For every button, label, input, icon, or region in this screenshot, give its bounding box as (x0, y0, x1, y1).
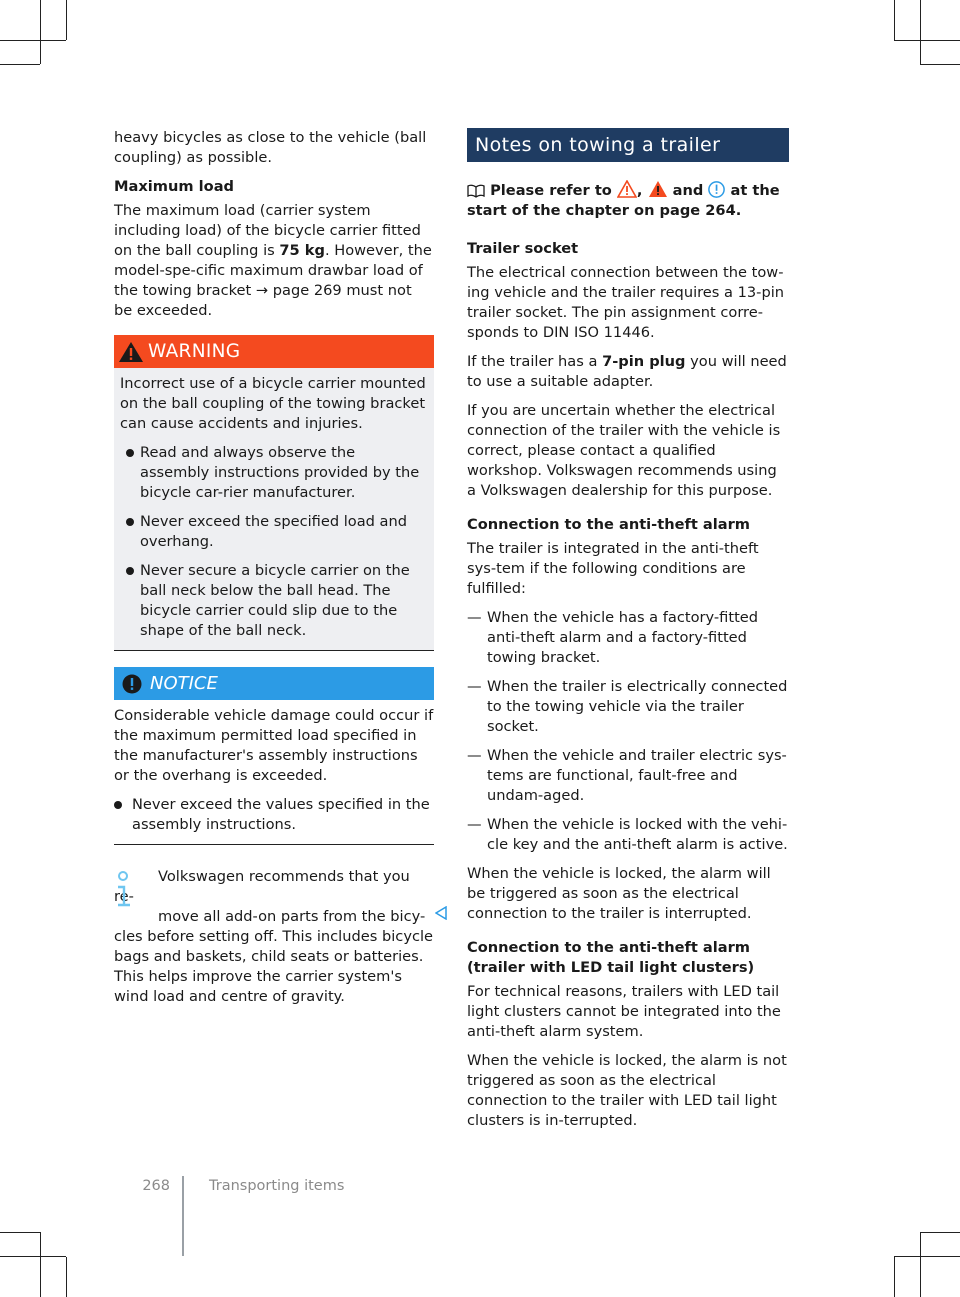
page-number: 268 (142, 1178, 170, 1194)
list-item: Never exceed the specified load and overhang. (114, 512, 434, 552)
list-item: Never secure a bicycle carrier on the ball neck below the ball head. The bicycle carrier could slip due to the shape of the ball neck. (114, 561, 434, 641)
footer-divider (182, 1176, 184, 1256)
book-icon (467, 184, 485, 198)
crop-mark (894, 0, 895, 40)
page-ref-arrow: → (255, 282, 269, 299)
max-load-heading: Maximum load (114, 178, 234, 195)
anti-theft-heading: Connection to the anti-theft alarm (467, 516, 751, 533)
anti-theft-paragraph: The trailer is integrated in the anti-theft sys-tem if the following conditions are fulfilled: (467, 540, 759, 597)
notice-list (114, 795, 434, 835)
adapter-paragraph: If the trailer has a 7-pin plug you will need to use a suitable adapter. (467, 353, 787, 390)
crop-mark (894, 40, 960, 41)
tip-box (114, 867, 434, 1007)
trailer-socket-heading: Trailer socket (467, 240, 579, 257)
warning-box (114, 368, 434, 651)
crop-mark (920, 64, 960, 65)
left-column (114, 128, 434, 1016)
warning-header (114, 335, 434, 368)
led-heading: Connection to the anti-theft alarm (trailer with LED tail light clusters) (467, 939, 755, 976)
max-load-value: 75 kg (279, 242, 325, 259)
section-name: Transporting items (209, 1178, 345, 1194)
conditions-list (467, 608, 789, 855)
right-column (467, 128, 789, 1140)
led-paragraph-1: For technical reasons, trailers with LED tail light clusters cannot be integrated into the anti-theft alarm system. (467, 983, 781, 1040)
tip-info-icon (114, 871, 132, 909)
end-of-section-triangle-icon (435, 906, 447, 920)
crop-mark (40, 0, 41, 64)
list-item: — When the trailer is electrically connected to the towing vehicle via the trailer socket. (467, 677, 789, 737)
list-item: — When the vehicle and trailer electric sys-tems are functional, fault-free and undam-aged. (467, 746, 789, 806)
warning-filled-icon (648, 180, 668, 198)
crop-mark (0, 40, 66, 41)
list-item: Read and always observe the assembly instructions provided by the bicycle car-rier manufacturer. (114, 443, 434, 503)
warning-triangle-icon (118, 341, 144, 363)
intro-text: heavy bicycles as close to the vehicle (ball coupling) as possible. (114, 129, 427, 166)
crop-mark (66, 0, 67, 40)
max-load-text: The maximum load (carrier system including load) of the bicycle carrier fitted on the ball coupling is 75 kg. However, the model-spe-cific maximum drawbar load of the towing bracket → page 269 must not be exceeded. (114, 202, 432, 319)
socket-paragraph: The electrical connection between the tow-ing vehicle and the trailer requires a 13-pin trailer socket. The pin assignment corre-sponds to DIN ISO 11446. (467, 264, 785, 341)
notice-circle-icon (708, 181, 725, 198)
crop-mark (894, 1257, 895, 1297)
refer-note: Please refer to , and at the start of the chapter on page 264. (467, 182, 780, 219)
notice-header (114, 667, 434, 700)
notice-exclamation-icon (122, 674, 142, 694)
notice-intro: Considerable vehicle damage could occur if the maximum permitted load specified in the manufacturer's assembly instructions or the overhang is exceeded. (114, 707, 434, 784)
crop-mark (0, 1256, 66, 1257)
warning-intro: Incorrect use of a bicycle carrier mounted on the ball coupling of the towing bracket can cause accidents and injuries. (120, 375, 426, 432)
tip-text: Volkswagen recommends that you re- move all add-on parts from the bicy- cles before setting off. This includes bicycle bags and baskets, child seats or batteries. This helps improve the carrier system's wind load and centre of gravity. (114, 868, 434, 1005)
page-footer (0, 1176, 960, 1256)
notice-box (114, 700, 434, 845)
notice-label: NOTICE (150, 672, 218, 694)
alarm-trigger-paragraph: When the vehicle is locked, the alarm will be triggered as soon as the electrical connection to the trailer is interrupted. (467, 865, 771, 922)
section-title: Notes on towing a trailer (467, 128, 789, 162)
crop-mark (894, 1256, 960, 1257)
crop-mark (66, 1257, 67, 1297)
warning-label: WARNING (148, 340, 241, 362)
led-paragraph-2: When the vehicle is locked, the alarm is not triggered as soon as the electrical connection to the trailer with LED tail light clusters is in-terrupted. (467, 1052, 787, 1129)
list-item: Never exceed the values specified in the assembly instructions. (114, 795, 434, 835)
list-item: — When the vehicle is locked with the vehi-cle key and the anti-theft alarm is active. (467, 815, 789, 855)
warning-outline-icon (617, 180, 637, 198)
workshop-paragraph: If you are uncertain whether the electrical connection of the trailer with the vehicle is correct, please contact a qualified workshop. Volkswagen recommends using a Volkswagen dealership for this purpose. (467, 402, 781, 499)
warning-list (114, 443, 434, 641)
list-item: — When the vehicle has a factory-fitted anti-theft alarm and a factory-fitted towing bracket. (467, 608, 789, 668)
crop-mark (0, 64, 40, 65)
crop-mark (920, 0, 921, 64)
